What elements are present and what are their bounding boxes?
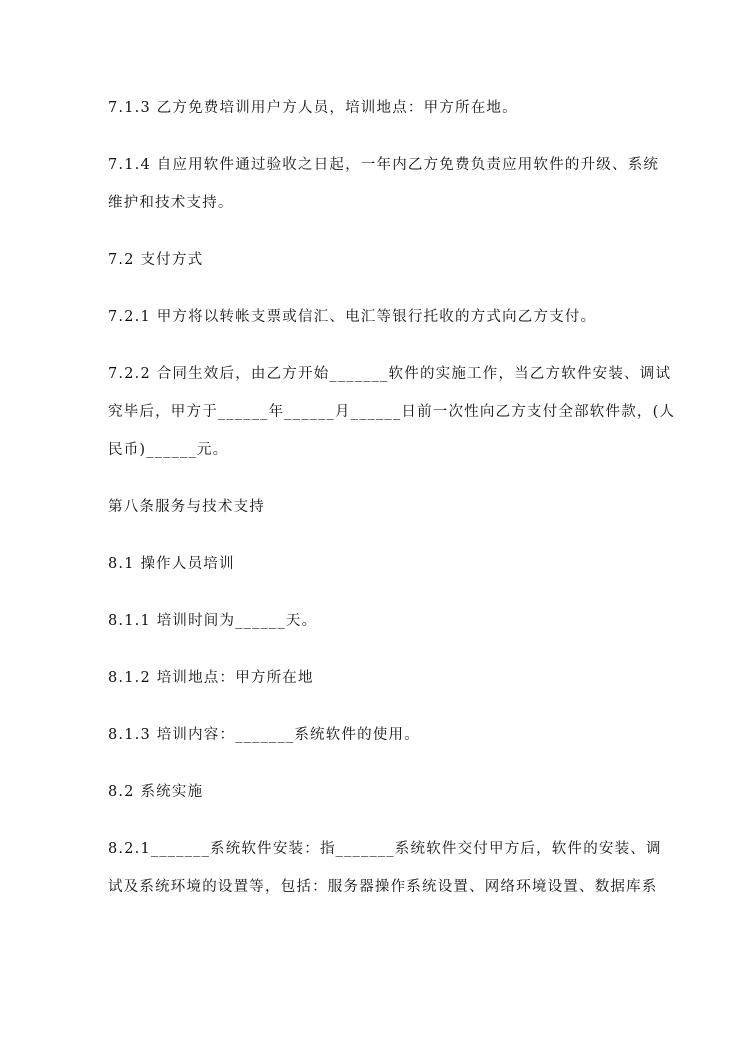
section-7-2-title: 7.2 支付方式 (108, 252, 204, 268)
clause-7-1-3: 7.1.3 乙方免费培训用户方人员，培训地点：甲方所在地。 (108, 100, 518, 116)
clause-8-2-1-cont: 试及系统环境的设置等，包括：服务器操作系统设置、网络环境设置、数据库系 (108, 879, 658, 895)
clause-7-2-2: 7.2.2 合同生效后，由乙方开始_______软件的实施工作，当乙方软件安装、调试 (108, 366, 672, 382)
clause-7-1-4-cont: 维护和技术支持。 (108, 195, 234, 211)
clause-8-2-1: 8.2.1_______系统软件安装：指_______系统软件交付甲方后，软件的安装、调 (108, 841, 662, 857)
section-8-2-title: 8.2 系统实施 (108, 784, 204, 800)
clause-7-2-2-cont-2: 民币)______元。 (108, 442, 229, 458)
clause-8-1-2: 8.1.2 培训地点：甲方所在地 (108, 670, 314, 686)
clause-7-2-2-cont-1: 究毕后，甲方于______年______月______日前一次性向乙方支付全部软件款，(人 (108, 404, 676, 420)
clause-8-1-1: 8.1.1 培训时间为______天。 (108, 613, 318, 629)
clause-8-1-3: 8.1.3 培训内容：_______系统软件的使用。 (108, 727, 420, 743)
article-8-title: 第八条服务与技术支持 (108, 499, 265, 515)
section-8-1-title: 8.1 操作人员培训 (108, 556, 235, 572)
clause-7-2-1: 7.2.1 甲方将以转帐支票或信汇、电汇等银行托收的方式向乙方支付。 (108, 309, 597, 325)
clause-7-1-4: 7.1.4 自应用软件通过验收之日起，一年内乙方免费负责应用软件的升级、系统 (108, 157, 660, 173)
